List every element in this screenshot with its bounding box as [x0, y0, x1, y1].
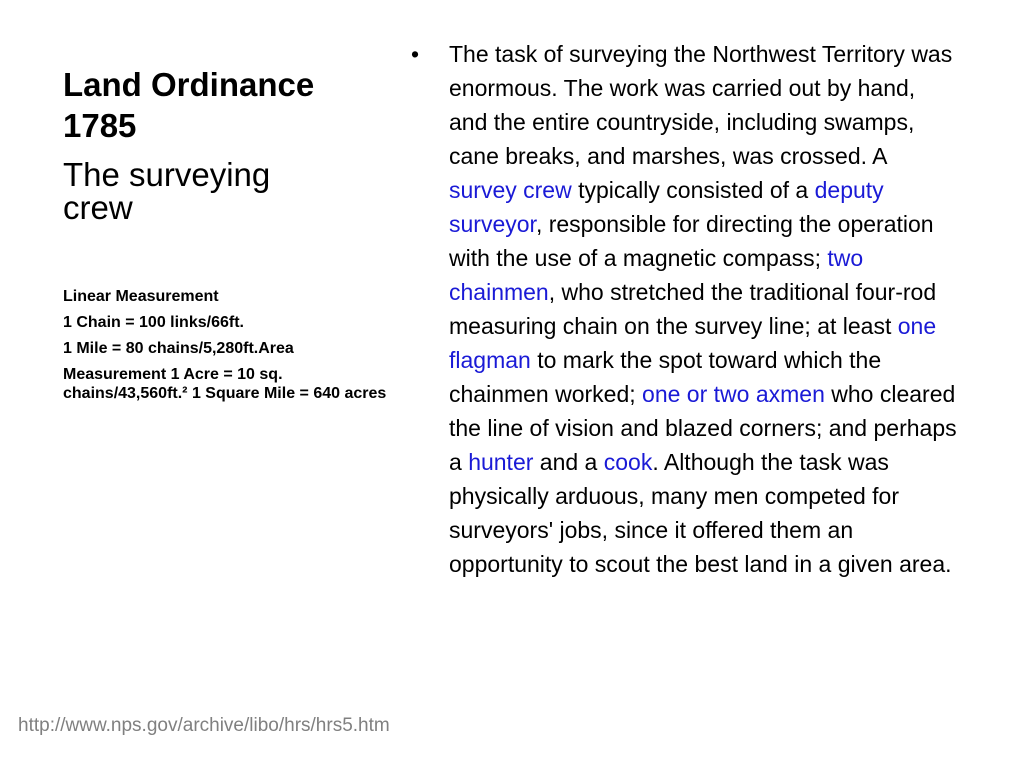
- subtitle-line-2: crew: [63, 189, 133, 226]
- paragraph-text-3: , responsible for directing the operation with the use of a magnetic compass;: [449, 211, 934, 271]
- link-deputy-surveyor[interactable]: deputy surveyor: [449, 177, 884, 237]
- right-column: [411, 37, 971, 581]
- paragraph-text-6: who cleared the line of vision and blazed corners; and perhaps a: [449, 381, 957, 475]
- title-line-2: 1785: [63, 107, 137, 144]
- note-area: Measurement 1 Acre = 10 sq. chains/43,560ft.² 1 Square Mile = 640 acres: [63, 366, 387, 402]
- link-two-chainmen[interactable]: two chainmen: [449, 245, 864, 305]
- source-url[interactable]: http://www.nps.gov/archive/libo/hrs/hrs5.htm: [18, 715, 390, 736]
- slide-title: [63, 64, 393, 146]
- slide-subtitle: [63, 158, 393, 224]
- link-one-flagman[interactable]: one flagman: [449, 313, 937, 373]
- note-chain: 1 Chain = 100 links/66ft.: [63, 314, 244, 331]
- paragraph-text-5: to mark the spot toward which the chainmen worked;: [449, 347, 882, 407]
- link-axmen[interactable]: one or two axmen: [642, 381, 825, 407]
- paragraph-text-8: . Although the task was physically arduous, many men competed for surveyors' jobs, since it offered them an opportunity to scout the best land in a given area.: [449, 449, 952, 577]
- bullet-icon: •: [411, 41, 420, 67]
- bullet-item: [411, 37, 971, 581]
- note-mile: 1 Mile = 80 chains/5,280ft.Area: [63, 340, 294, 357]
- paragraph-text-4: , who stretched the traditional four-rod measuring chain on the survey line; at least: [449, 279, 937, 339]
- title-line-1: Land Ordinance: [63, 66, 315, 103]
- paragraph-text-1: The task of surveying the Northwest Territory was enormous. The work was carried out by hand, and the entire countryside, including swamps, cane breaks, and marshes, was crossed. A: [449, 41, 953, 169]
- paragraph-text-2: typically consisted of a: [571, 177, 815, 203]
- bullet-paragraph: [449, 37, 959, 581]
- paragraph-text-7: and a: [533, 449, 604, 475]
- link-cook[interactable]: cook: [603, 449, 653, 475]
- left-column: [63, 64, 393, 410]
- link-survey-crew[interactable]: survey crew: [449, 177, 572, 203]
- note-linear-measurement: Linear Measurement: [63, 288, 219, 305]
- subtitle-line-1: The surveying: [63, 156, 271, 193]
- measurement-notes: [63, 287, 393, 403]
- link-hunter[interactable]: hunter: [468, 449, 534, 475]
